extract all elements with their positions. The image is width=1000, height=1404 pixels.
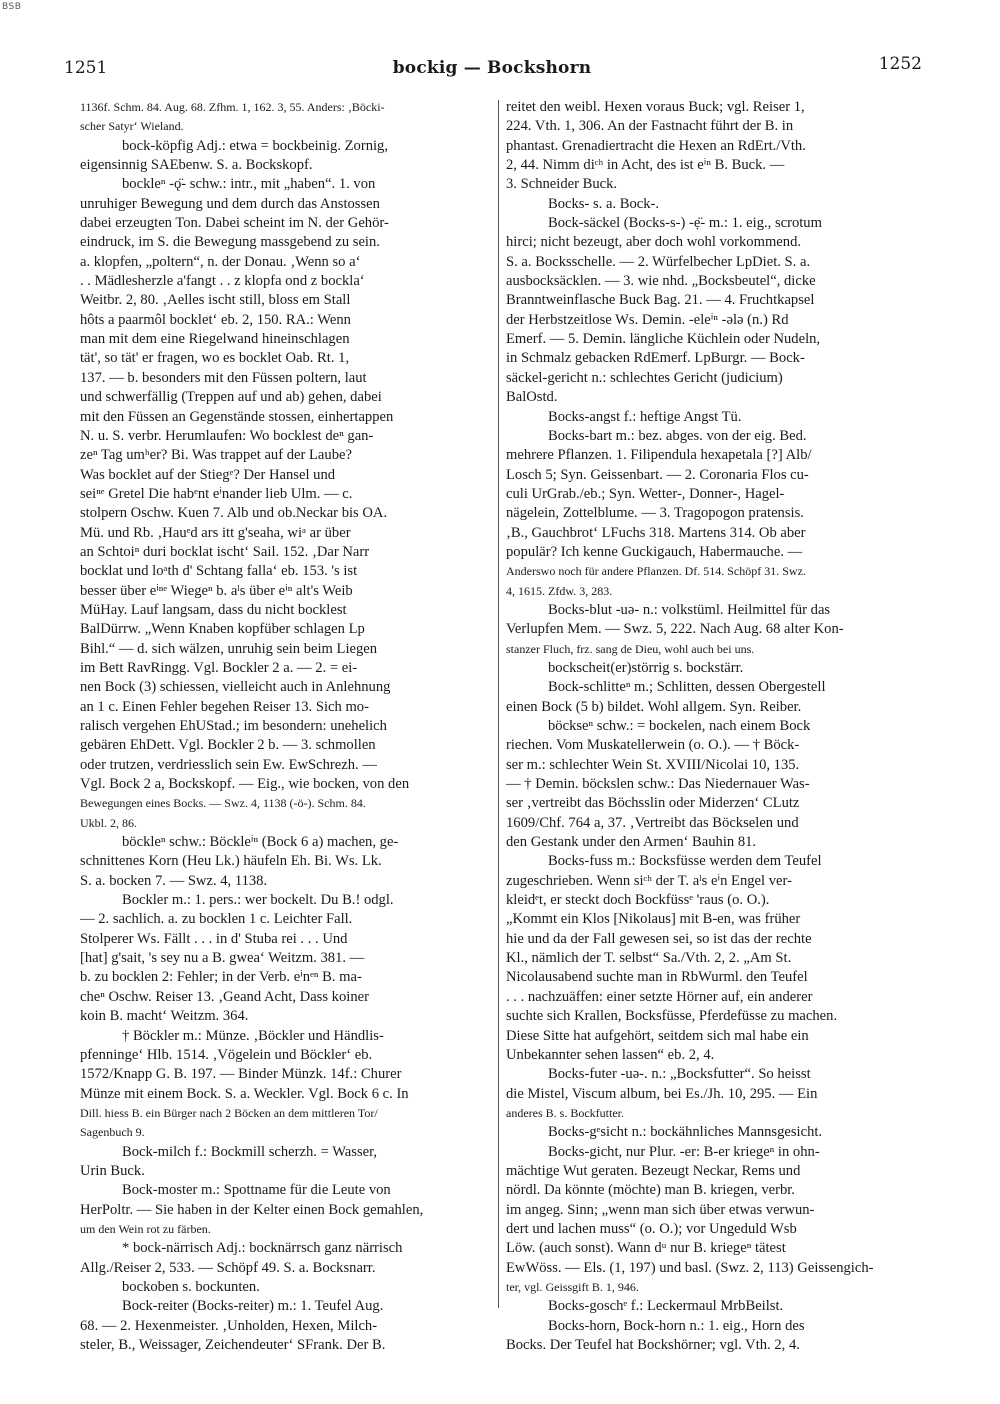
text-line: 2, 44. Nimm diᶜʰ in Acht, des ist eⁱⁿ B. Buck. — [506, 157, 785, 174]
text-line: cheⁿ Oschw. Reiser 13. ‚Geand Acht, Dass koiner [80, 988, 369, 1005]
text-line: Bocks-horn, Bock-horn n.: 1. eig., Horn des [548, 1317, 805, 1334]
text-line: im angeg. Sinn; „wenn man sich über etwas verwun- [506, 1201, 815, 1218]
text-line: Münze mit einem Bock. S. a. Weckler. Vgl. Bock 6 c. In [80, 1085, 409, 1102]
text-line: dert und lachen muss“ (o. O.); vor Ungeduld Wsb [506, 1220, 797, 1237]
text-line: Unbekannter sehen lassen“ eb. 2, 4. [506, 1046, 715, 1063]
text-line: eigensinnig SAEbenw. S. a. Bockskopf. [80, 157, 313, 174]
text-line: eindruck, im S. die Bewegung massgebend zu sein. [80, 234, 380, 251]
text-line: stolpern Oschw. Kuen 7. Alb und ob.Neckar bis OA. [80, 505, 388, 522]
text-line: phantast. Grenadiertracht die Hexen an RdErt./Vth. [506, 137, 806, 154]
text-line: 1572/Knapp G. B. 197. — Binder Münzk. 14f.: Churer [80, 1066, 402, 1083]
text-line: bockoben s. bockunten. [122, 1278, 260, 1295]
text-line: böckseⁿ schw.: = bockelen, nach einem Bock [548, 718, 811, 734]
text-line: einen Bock (5 b) bildet. Wohl allgem. Syn. Reiber. [506, 698, 802, 715]
text-line: säckel-gericht n.: schlechtes Gericht (judicium) [506, 369, 783, 386]
text-line: Ukbl. 2, 86. [80, 815, 137, 830]
text-line: Weitbr. 2, 80. ‚Aelles ischt still, bloss em Stall [80, 292, 351, 309]
text-line: die Mistel, Viscum album, bei Es./Jh. 10, 295. — Ein [506, 1085, 818, 1102]
text-line: „Kommt ein Klos [Nikolaus] mit B-en, was früher [506, 911, 801, 928]
text-line: steler, B., Weissager, Zeichendeuter‘ SFrank. Der B. [80, 1337, 386, 1353]
left-column [80, 98, 496, 1355]
text-line: 1609/Chf. 764 a, 37. ‚Vertreibt das Böckselen und [506, 814, 799, 831]
text-line: S. a. Bocksschelle. — 2. Würfelbecher LpDiet. S. a. [506, 253, 811, 270]
library-stamp: BSB [2, 2, 22, 12]
text-line: . . Mädlesherzle a'fangt . . z klopfa ond z bockla‘ [80, 273, 365, 290]
text-line: ter, vgl. Geissgift B. 1, 946. [506, 1279, 639, 1294]
text-line: in Schmalz gebacken RdEmerf. LpBurgr. — Bock- [506, 350, 805, 367]
text-line: BalDürrw. „Wenn Knaben kopfüber schlagen Lp [80, 621, 365, 638]
text-line: um den Wein rot zu färben. [80, 1221, 211, 1236]
text-line: gebären EhDett. Vgl. Bockler 2 b. — 3. schmollen [80, 737, 376, 754]
text-line: 1136f. Schm. 84. Aug. 68. Zfhm. 1, 162. 3, 55. Anders: ‚Böcki- [80, 100, 385, 114]
text-line: EwWöss. — Els. (1, 197) und basl. (Swz. 2, 113) Geissengich- [506, 1259, 874, 1276]
text-line: den Gestank under den Armen‘ Bauhin 81. [506, 834, 757, 851]
text-line: Bock-moster m.: Spottname für die Leute von [122, 1182, 391, 1199]
text-line: BalOstd. [506, 389, 558, 406]
text-line: schnittenes Korn (Heu Lk.) häufeln Eh. Bi. Ws. Lk. [80, 853, 382, 870]
text-line: Allg./Reiser 2, 533. — Schöpf 49. S. a. Bocksnarr. [80, 1259, 376, 1276]
text-line: unruhiger Bewegung und dem durch das Anstossen [80, 195, 380, 212]
text-line: populär? Ich kenne Guckigauch, Habermauche. — [506, 543, 803, 560]
text-line: Was bocklet auf der Stiegᵉ? Der Hansel und [80, 466, 336, 483]
text-line: an Schtoiⁿ duri bocklat ischt‘ Sail. 152. ‚Dar Narr [80, 543, 370, 560]
text-line: kleidᵉt, er steckt doch Bockfüssᵉ 'raus (o. O.). [506, 892, 770, 909]
text-line: Bocks-gicht, nur Plur. -er: B-er kriegeⁿ in ohn- [548, 1143, 820, 1160]
text-line: 4, 1615. Zfdw. 3, 283. [506, 583, 613, 598]
text-line: Sagenbuch 9. [80, 1125, 145, 1140]
text-line: bock-köpfig Adj.: etwa = bockbeinig. Zornig, [122, 137, 389, 154]
text-line: böckleⁿ schw.: Böckleⁱⁿ (Bock 6 a) machen, ge- [122, 834, 399, 851]
text-line: b. zu bocklen 2: Fehler; in der Verb. eⁱnᵉⁿ B. ma- [80, 969, 362, 986]
text-line: Verlupfen Mem. — Swz. 5, 222. Nach Aug. 68 alter Kon- [506, 621, 844, 638]
text-line: Bocks-futer -uə-. n.: „Bocksfutter“. So heisst [548, 1066, 811, 1083]
page-number-right: 1252 [878, 54, 922, 74]
text-line: Anderswo noch für andere Pflanzen. Df. 514. Schöpf 31. Swz. [506, 564, 806, 579]
text-line: Urin Buck. [80, 1162, 145, 1179]
text-line: Mü. und Rb. ‚Hauᵉd ars itt g'seaha, wiᵃ ar über [80, 524, 351, 541]
text-line: ser m.: schlechter Wein St. XVIII/Nicolai 10, 135. [506, 756, 800, 773]
text-line: — † Demin. böckslen schw.: Das Niedernauer Was- [506, 776, 810, 793]
text-line: . . . nachzuäffen: einer setzte Hörner auf, ein anderer [506, 988, 813, 1005]
text-line: Bocks-goschᵉ f.: Leckermaul MrbBeilst. [548, 1298, 784, 1315]
text-line: an 1 c. Einen Fehler begehen Reiser 13. Sich mo- [80, 698, 369, 715]
text-line: Bocks-angst f.: heftige Angst Tü. [548, 408, 742, 425]
text-line: nördl. Da könnte (möchte) man B. kriegen, verbr. [506, 1182, 795, 1199]
text-line: MüHay. Lauf langsam, dass du nicht bocklest [80, 601, 347, 618]
text-line: Bocks. Der Teufel hat Bockshörner; vgl. Vth. 2, 4. [506, 1337, 800, 1353]
column-divider [498, 100, 499, 1308]
text-line: — 2. sachlich. a. zu bocklen 1 c. Leichter Fall. [80, 911, 353, 928]
text-line: koin B. macht‘ Weitzm. 364. [80, 1008, 249, 1025]
text-line: anderes B. s. Bockfutter. [506, 1105, 624, 1120]
text-line: hie und da der Fall gewesen sei, so ist das der rechte [506, 930, 812, 947]
text-line: Bock-schlitteⁿ m.; Schlitten, dessen Obergestell [548, 679, 826, 696]
text-line: reitet den weibl. Hexen voraus Buck; vgl. Reiser 1, [506, 99, 805, 115]
text-line: Stolperer Ws. Fällt . . . in d' Stuba rei . . . Und [80, 930, 348, 947]
text-line: Bewegungen eines Bocks. — Swz. 4, 1138 (-ö-). Schm. 84. [80, 796, 366, 811]
text-line: suchte sich Krallen, Bocksfüsse, Pferdefüsse zu machen. [506, 1008, 838, 1025]
text-line: Bocks-blut -uə- n.: volkstüml. Heilmittel für das [548, 601, 831, 618]
text-line: Bocks-gᵉsicht n.: bockähnliches Mannsgesicht. [548, 1124, 823, 1141]
text-line: tät', so tät' er fragen, wo es bocklet Oab. Rt. 1, [80, 350, 350, 367]
text-line: Bock-reiter (Bocks-reiter) m.: 1. Teufel Aug. [122, 1298, 384, 1315]
text-line: oder trutzen, verdriesslich sein Ew. EwSchrezh. — [80, 756, 377, 773]
text-line: riechen. Vom Muskatellerwein (o. O.). — † Böck- [506, 737, 800, 754]
page-title: bockig — Bockshorn [392, 58, 592, 78]
text-line: nen Bock (3) schiessen, vielleicht auch in Anlehnung [80, 679, 391, 696]
text-line: scher Satyr‘ Wieland. [80, 119, 184, 134]
text-line: * bock-närrisch Adj.: bocknärrsch ganz närrisch [122, 1240, 403, 1257]
text-line: im Bett RavRingg. Vgl. Bockler 2 a. — 2. = ei- [80, 659, 358, 676]
text-line: Löw. (auch sonst). Wann dᵘ nur B. kriegeⁿ tätest [506, 1240, 786, 1257]
text-line: Bihl.“ — d. sich wälzen, unruhig sein beim Liegen [80, 640, 378, 657]
text-line: Diese Sitte hat aufgehört, seitdem sich mal habe ein [506, 1027, 809, 1044]
text-line: ralisch vergehen EhUStad.; im besondern: unehelich [80, 718, 387, 734]
text-line: pfenninge‘ Hlb. 1514. ‚Vögelein und Böckler‘ eb. [80, 1046, 373, 1063]
text-line: Branntweinflasche Buck Bag. 21. — 4. Fruchtkapsel [506, 292, 815, 309]
text-line: Bocks-bart m.: bez. abges. von der eig. Bed. [548, 427, 807, 444]
text-line: hôts a paarmôl bocklet‘ eb. 2, 150. RA.: Wenn [80, 311, 351, 328]
text-line: Bocks-fuss m.: Bocksfüsse werden dem Teufel [548, 853, 822, 870]
text-line: 224. Vth. 1, 306. An der Fastnacht führt der B. in [506, 118, 794, 135]
text-line: culi UrGrab./eb.; Syn. Wetter-, Donner-, Hagel- [506, 485, 785, 502]
text-line: ausbocksäcklen. — 3. wie nhd. „Bocksbeutel“, dicke [506, 273, 816, 290]
text-line: Bock-milch f.: Bockmill scherzh. = Wasser, [122, 1143, 378, 1160]
page-header [62, 52, 922, 82]
text-line: mehrere Pflanzen. 1. Filipendula hexapetala [?] Alb/ [506, 447, 812, 464]
text-line: Losch 5; Syn. Geissenbart. — 2. Coronaria Flos cu- [506, 466, 809, 483]
text-line: N. u. S. verbr. Herumlaufen: Wo bocklest deⁿ gan- [80, 427, 374, 444]
text-line: ‚B., Gauchbrot‘ LFuchs 318. Martens 314. Ob aber [506, 524, 806, 541]
text-line: Dill. hiess B. ein Bürger nach 2 Böcken an dem mittleren Tor/ [80, 1105, 378, 1120]
text-line: nägelein, Zottelblume. — 3. Tragopogon pratensis. [506, 505, 804, 522]
text-line: der Herbstzeitlose Ws. Demin. -eleⁱⁿ -ələ (n.) Rd [506, 311, 789, 328]
text-line: [hat] g'sait, 's sey nu a B. gwea‘ Weitzm. 381. — [80, 950, 365, 967]
text-line: bockscheit(er)störrig s. bockstärr. [548, 659, 744, 676]
text-line: seiⁿᵉ Gretel Die habᵉnt eⁱnander lieb Ulm. — c. [80, 485, 353, 502]
page-number-left: 1251 [64, 58, 108, 78]
text-line: und schwerfällig (Treppen auf und ab) gehen, dabei [80, 389, 382, 406]
right-column [506, 98, 922, 1355]
text-line: stanzer Fluch, frz. sang de Dieu, wohl auch bei uns. [506, 641, 755, 656]
text-line: † Böckler m.: Münze. ‚Böckler und Händlis- [122, 1027, 384, 1044]
text-line: Bock-säckel (Bocks-s-) -ẹ̈- m.: 1. eig., scrotum [548, 215, 822, 232]
text-line: zeⁿ Tag umʰer? Bi. Was trappet auf der Laube? [80, 447, 352, 464]
text-line: besser über eⁱⁿᵉ Wiegeⁿ b. aˡs über eⁱⁿ alt's Weib [80, 582, 353, 599]
text-line: man mit dem eine Riegelwand hineinschlagen [80, 331, 350, 348]
text-line: ser ‚vertreibt das Böchsslin oder Miderzen‘ CLutz [506, 795, 800, 812]
text-line: 68. — 2. Hexenmeister. ‚Unholden, Hexen, Milch- [80, 1317, 378, 1334]
text-line: bocklat und loᵃth d' Schtang falla‘ eb. 153. 's ist [80, 563, 358, 580]
text-line: zugeschrieben. Wenn siᶜʰ der T. aˡs eⁱn Engel ver- [506, 872, 792, 889]
text-line: HerPoltr. — Sie haben in der Kelter einen Bock gemahlen, [80, 1201, 424, 1218]
text-line: 137. — b. besonders mit den Füssen poltern, laut [80, 369, 367, 386]
text-line: Vgl. Bock 2 a, Bockskopf. — Eig., wie bocken, von den [80, 776, 410, 793]
text-line: mit den Füssen an Gegenstände stossen, einhertappen [80, 408, 394, 425]
text-line: dabei erzeugten Ton. Dabei scheint im N. der Gehör- [80, 215, 389, 232]
text-line: S. a. bocken 7. — Swz. 4, 1138. [80, 872, 268, 889]
text-line: Bocks- s. a. Bock-. [548, 195, 660, 212]
text-line: bockleⁿ -ǫ̈- schw.: intr., mit „haben“. 1. von [122, 176, 376, 193]
text-line: Emerf. — 5. Demin. längliche Küchlein oder Nudeln, [506, 331, 821, 348]
text-line: hirci; nicht bezeugt, aber doch wohl vorkommend. [506, 234, 802, 251]
text-line: mächtige Wut geraten. Bezeugt Neckar, Rems und [506, 1162, 801, 1179]
text-line: a. klopfen, „poltern“, n. der Donau. ‚Wenn so a‘ [80, 253, 361, 270]
text-line: Nicolausabend suchte man in RbWurml. den Teufel [506, 969, 808, 986]
text-line: Kl., nämlich der T. selbst“ Sa./Vth. 2, 2. „Am St. [506, 950, 792, 967]
text-line: 3. Schneider Buck. [506, 176, 618, 193]
text-line: Bockler m.: 1. pers.: wer bockelt. Du B.! odgl. [122, 892, 394, 909]
